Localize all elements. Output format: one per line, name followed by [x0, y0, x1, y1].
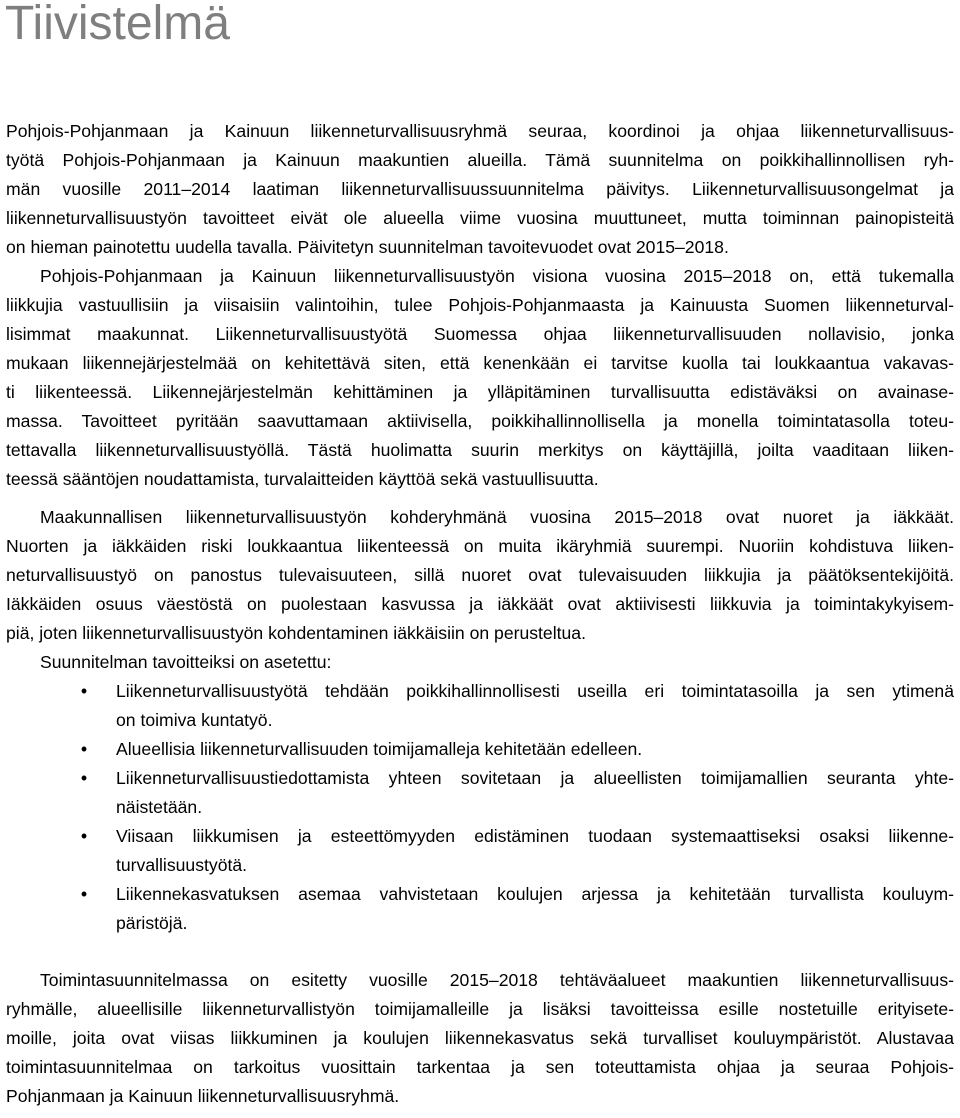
bullet-icon: • — [80, 739, 88, 759]
paragraph-4-line-4: toimintasuunnitelmaa on tarkoitus vuosittain tarkentaa ja sen toteuttamista ohjaa ja seuraa Pohjois- — [6, 1057, 954, 1077]
paragraph-1-line-1: Pohjois-Pohjanmaan ja Kainuun liikenneturvallisuusryhmä seuraa, koordinoi ja ohjaa liikenneturvallisuus- — [6, 121, 954, 141]
paragraph-2-line-2: liikkujia vastuullisiin ja viisaisiin valintoihin, tulee Pohjois-Pohjanmaasta ja Kainuusta Suomen liikenneturval- — [6, 295, 954, 315]
paragraph-3-line-1: Maakunnallisen liikenneturvallisuustyön kohderyhmänä vuosina 2015–2018 ovat nuoret ja iäkkäät. — [40, 507, 954, 527]
paragraph-1-line-3: män vuosille 2011–2014 laatiman liikenneturvallisuussuunnitelma päivitys. Liikenneturvallisuusongelmat ja — [6, 179, 954, 199]
bullet-4-line-1: Viisaan liikkumisen ja esteettömyyden edistäminen tuodaan systemaattiseksi osaksi liikenne- — [116, 826, 954, 846]
paragraph-2-line-4: mukaan liikennejärjestelmää on kehitettävä siten, että kenenkään ei tarvitse kuolla tai loukkaantua vakavas- — [6, 353, 954, 373]
paragraph-2-line-8: teessä sääntöjen noudattamista, turvalaitteiden käyttöä sekä vastuullisuutta. — [6, 469, 599, 489]
paragraph-3-line-4: Iäkkäiden osuus väestöstä on puolestaan kasvussa ja iäkkäät ovat aktiivisesti liikkuvia ja toimintakykyisem- — [6, 594, 954, 614]
paragraph-3-line-3: neturvallisuustyö on panostus tulevaisuuteen, sillä nuoret ovat tulevaisuuden liikkujia ja päätöksentekijöitä. — [6, 565, 954, 585]
bullet-1-line-1: Liikenneturvallisuustyötä tehdään poikkihallinnollisesti useilla eri toimintatasoilla ja sen ytimenä — [116, 681, 954, 701]
paragraph-2-line-5: ti liikenteessä. Liikennejärjestelmän kehittäminen ja ylläpitäminen turvallisuutta edistäväksi on avainase- — [6, 382, 954, 402]
bullet-icon: • — [80, 826, 88, 846]
paragraph-1-line-4: liikenneturvallisuustyön tavoitteet eivät ole alueella viime vuosina muuttuneet, mutta toiminnan painopisteitä — [6, 208, 954, 228]
paragraph-4-line-3: moille, joita ovat viisas liikkuminen ja koulujen liikennekasvatus sekä turvalliset kouluympäristöt. Alustavaa — [6, 1028, 954, 1048]
page-title: Tiivistelmä — [5, 0, 230, 50]
paragraph-1-line-2: työtä Pohjois-Pohjanmaan ja Kainuun maakuntien alueilla. Tämä suunnitelma on poikkihallinnollisen ryh- — [6, 150, 954, 170]
bullet-icon: • — [80, 768, 88, 788]
bullet-5-line-2: päristöjä. — [116, 913, 188, 933]
paragraph-2-line-3: lisimmat maakunnat. Liikenneturvallisuustyötä Suomessa ohjaa liikenneturvallisuuden nollavisio, jonka — [6, 324, 954, 344]
goals-intro: Suunnitelman tavoitteiksi on asetettu: — [40, 652, 332, 672]
bullet-4-line-2: turvallisuustyötä. — [116, 855, 248, 875]
paragraph-4-line-1: Toimintasuunnitelmassa on esitetty vuosille 2015–2018 tehtäväalueet maakuntien liikenneturvallisuus- — [40, 970, 954, 990]
paragraph-2-line-6: massa. Tavoitteet pyritään saavuttamaan aktiivisella, poikkihallinnollisella ja monella toimintatasolla toteu- — [6, 411, 954, 431]
bullet-3-line-1: Liikenneturvallisuustiedottamista yhteen sovitetaan ja alueellisten toimijamallien seuranta yhte- — [116, 768, 954, 788]
paragraph-2-line-7: tettavalla liikenneturvallisuustyöllä. Tästä huolimatta suurin merkitys on käyttäjillä, joilta vaaditaan liiken- — [6, 440, 954, 460]
bullet-icon: • — [80, 681, 88, 701]
paragraph-3-line-5: piä, joten liikenneturvallisuustyön kohdentaminen iäkkäisiin on perusteltua. — [6, 623, 586, 643]
paragraph-4-line-2: ryhmälle, alueellisille liikenneturvallistyön toimijamalleille ja lisäksi tavoitteissa esille nostetuille erityisete- — [6, 999, 954, 1019]
paragraph-1-line-5: on hieman painotettu uudella tavalla. Päivitetyn suunnitelman tavoitevuodet ovat 2015–2018. — [6, 237, 729, 257]
bullet-1-line-2: on toimiva kuntatyö. — [116, 710, 273, 730]
bullet-2-line-1: Alueellisia liikenneturvallisuuden toimijamalleja kehitetään edelleen. — [116, 739, 643, 759]
paragraph-2-line-1: Pohjois-Pohjanmaan ja Kainuun liikenneturvallisuustyön visiona vuosina 2015–2018 on, että tukemalla — [40, 266, 954, 286]
bullet-5-line-1: Liikennekasvatuksen asemaa vahvistetaan koulujen arjessa ja kehitetään turvallista kouluym- — [116, 884, 954, 904]
paragraph-3-line-2: Nuorten ja iäkkäiden riski loukkaantua liikenteessä on muita ikäryhmiä suurempi. Nuoriin kohdistuva liiken- — [6, 536, 954, 556]
paragraph-4-line-5: Pohjanmaan ja Kainuun liikenneturvallisuusryhmä. — [6, 1086, 400, 1106]
bullet-icon: • — [80, 884, 88, 904]
bullet-3-line-2: näistetään. — [116, 797, 203, 817]
